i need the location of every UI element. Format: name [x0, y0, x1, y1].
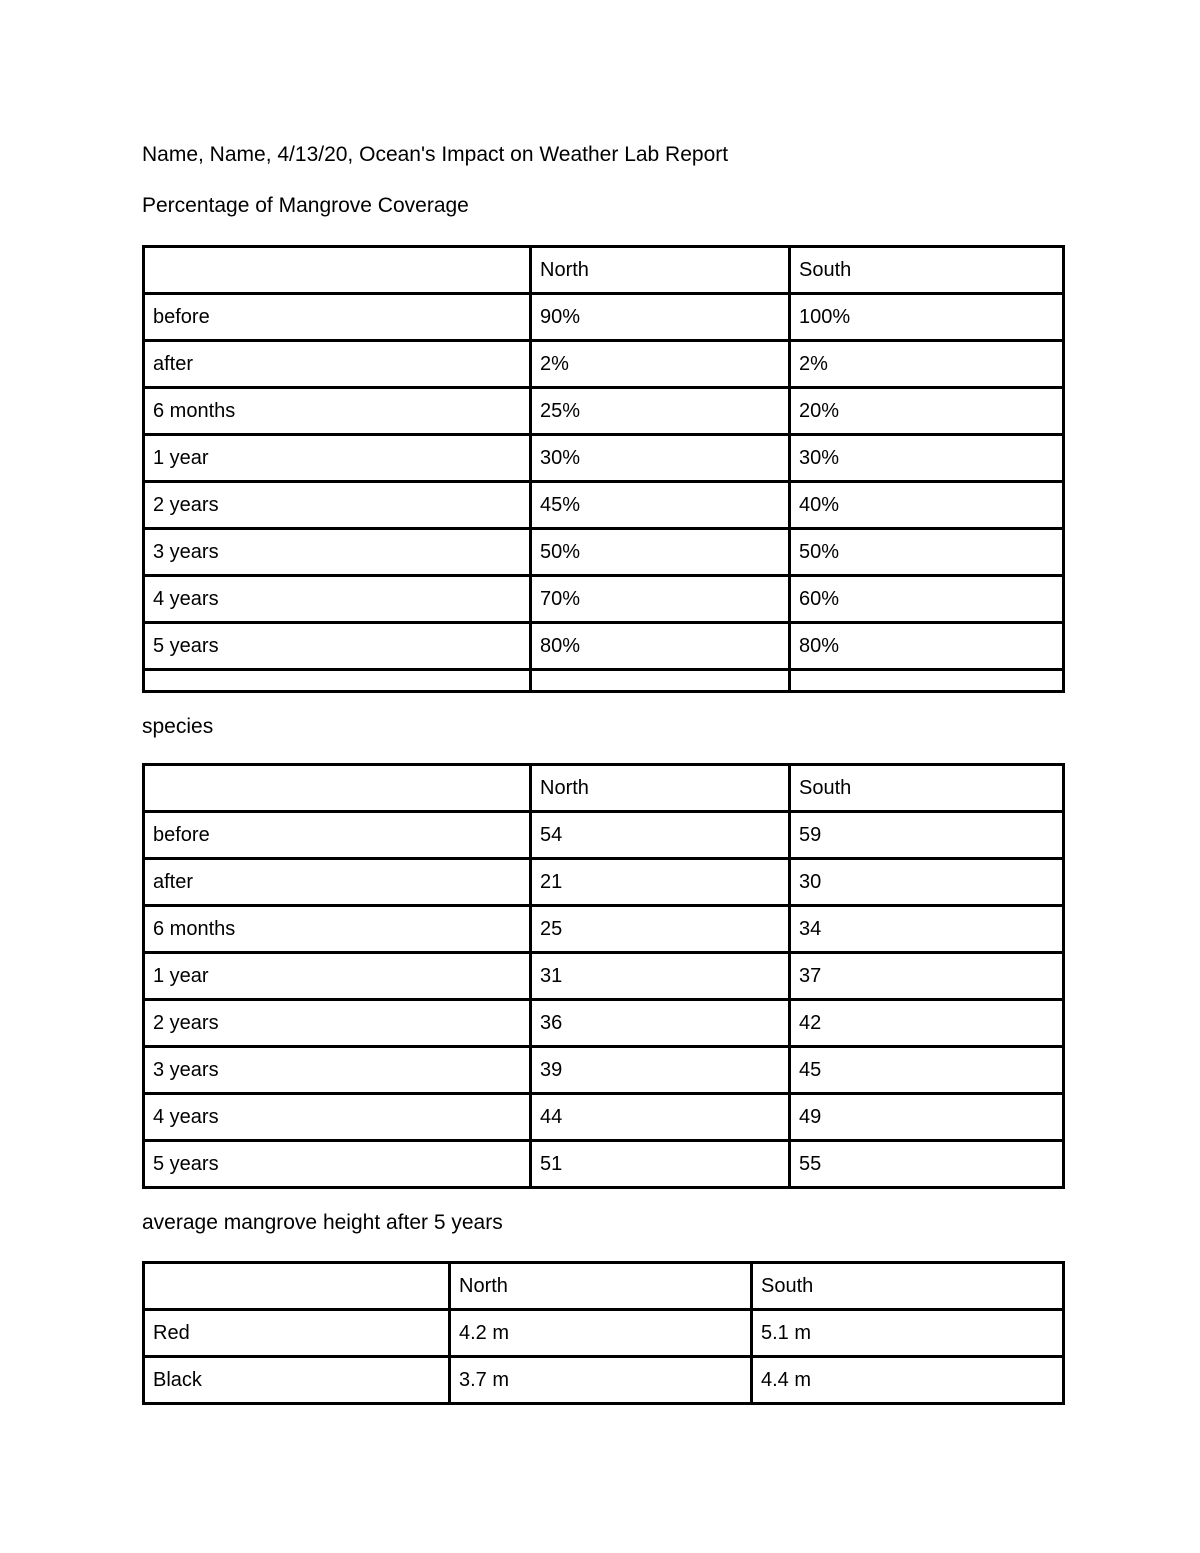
row-label: 1 year — [144, 953, 531, 1000]
north-value: 50% — [531, 529, 790, 576]
row-label: 4 years — [144, 1094, 531, 1141]
north-value: 44 — [531, 1094, 790, 1141]
table-row — [144, 1141, 1064, 1188]
table-row — [144, 341, 1064, 388]
south-value: 60% — [790, 576, 1064, 623]
north-value: 30% — [531, 435, 790, 482]
table-row — [144, 529, 1064, 576]
table-row — [144, 953, 1064, 1000]
south-value: 40% — [790, 482, 1064, 529]
header-cell: South — [790, 765, 1064, 812]
north-value: 90% — [531, 294, 790, 341]
header-cell — [144, 247, 531, 294]
row-label: 6 months — [144, 906, 531, 953]
south-value: 50% — [790, 529, 1064, 576]
north-value: 21 — [531, 859, 790, 906]
north-value: 39 — [531, 1047, 790, 1094]
table-row — [144, 1094, 1064, 1141]
header-cell — [144, 765, 531, 812]
south-value: 80% — [790, 623, 1064, 670]
table-row — [144, 812, 1064, 859]
north-value: 2% — [531, 341, 790, 388]
table-row — [144, 388, 1064, 435]
table-row — [144, 1047, 1064, 1094]
south-value: 100% — [790, 294, 1064, 341]
table-row — [144, 435, 1064, 482]
row-label: 5 years — [144, 623, 531, 670]
row-label: 4 years — [144, 576, 531, 623]
header-cell: South — [752, 1263, 1064, 1310]
row-label: 2 years — [144, 482, 531, 529]
north-value — [531, 670, 790, 692]
species-heading: species — [142, 715, 214, 738]
document-title: Name, Name, 4/13/20, Ocean's Impact on Weather Lab Report — [142, 143, 729, 166]
table-row — [144, 482, 1064, 529]
row-label: 3 years — [144, 529, 531, 576]
coverage-table — [142, 245, 1065, 693]
north-value: 54 — [531, 812, 790, 859]
row-label: 2 years — [144, 1000, 531, 1047]
north-value: 25 — [531, 906, 790, 953]
north-value: 31 — [531, 953, 790, 1000]
header-cell: North — [531, 247, 790, 294]
table-row — [144, 623, 1064, 670]
south-value: 5.1 m — [752, 1310, 1064, 1357]
coverage-heading: Percentage of Mangrove Coverage — [142, 194, 469, 217]
row-label: 1 year — [144, 435, 531, 482]
table-row — [144, 906, 1064, 953]
south-value: 30% — [790, 435, 1064, 482]
south-value: 49 — [790, 1094, 1064, 1141]
header-cell: North — [450, 1263, 752, 1310]
north-value: 80% — [531, 623, 790, 670]
species-table — [142, 763, 1065, 1189]
south-value — [790, 670, 1064, 692]
header-cell: North — [531, 765, 790, 812]
row-label: Black — [144, 1357, 450, 1404]
row-label: 5 years — [144, 1141, 531, 1188]
south-value: 37 — [790, 953, 1064, 1000]
south-value: 4.4 m — [752, 1357, 1064, 1404]
table-row — [144, 1000, 1064, 1047]
north-value: 4.2 m — [450, 1310, 752, 1357]
table-header-row — [144, 247, 1064, 294]
row-label — [144, 670, 531, 692]
table-row — [144, 1357, 1064, 1404]
row-label: 6 months — [144, 388, 531, 435]
table-row — [144, 294, 1064, 341]
table-header-row — [144, 1263, 1064, 1310]
table-header-row — [144, 765, 1064, 812]
table-row — [144, 1310, 1064, 1357]
south-value: 55 — [790, 1141, 1064, 1188]
south-value: 45 — [790, 1047, 1064, 1094]
north-value: 70% — [531, 576, 790, 623]
north-value: 3.7 m — [450, 1357, 752, 1404]
north-value: 45% — [531, 482, 790, 529]
row-label: Red — [144, 1310, 450, 1357]
south-value: 42 — [790, 1000, 1064, 1047]
north-value: 36 — [531, 1000, 790, 1047]
table-row — [144, 576, 1064, 623]
south-value: 59 — [790, 812, 1064, 859]
south-value: 2% — [790, 341, 1064, 388]
row-label: before — [144, 812, 531, 859]
header-cell — [144, 1263, 450, 1310]
north-value: 51 — [531, 1141, 790, 1188]
south-value: 34 — [790, 906, 1064, 953]
south-value: 30 — [790, 859, 1064, 906]
height-table — [142, 1261, 1065, 1405]
row-label: 3 years — [144, 1047, 531, 1094]
header-cell: South — [790, 247, 1064, 294]
row-label: after — [144, 341, 531, 388]
height-heading: average mangrove height after 5 years — [142, 1211, 503, 1234]
empty-row — [144, 670, 1064, 692]
row-label: after — [144, 859, 531, 906]
south-value: 20% — [790, 388, 1064, 435]
table-row — [144, 859, 1064, 906]
north-value: 25% — [531, 388, 790, 435]
row-label: before — [144, 294, 531, 341]
